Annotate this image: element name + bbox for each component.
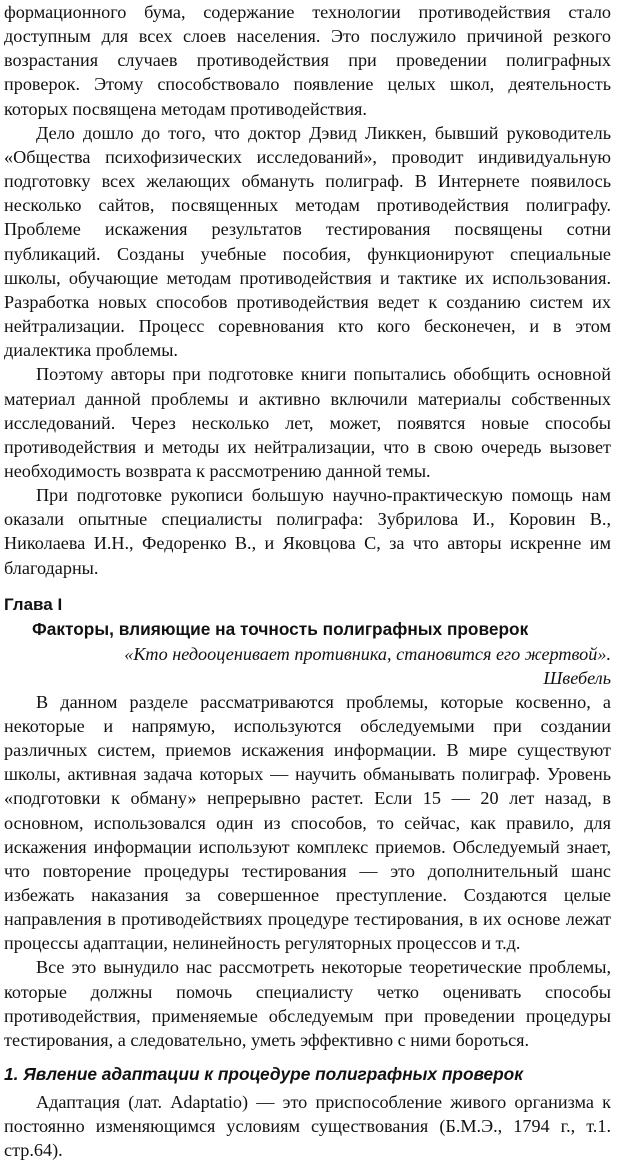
epigraph-author: Швебель [543, 667, 611, 688]
paragraph-chapter-intro: В данном разделе рассматриваются проблемы, которые косвенно, а некоторые и напрямую, используются обследуемыми при создании различных систем, приемов искажения информации. В мире существуют школы, активная задача которых — научить обманывать полиграф. Уровень «подготовки к обману» непрерывно растет. Если 15 — 20 лет назад, в основном, использовался один из способов, то сейчас, как правило, для искажения информации используют комплекс приемов. Обследуемый знает, что повторение процедуры тестирования — это дополнительный шанс избежать наказания за совершенное преступление. Создаются целые направления в противодействиях процедуре тестирования, в их основе лежат процессы адаптации, нелинейность регуляторных процессов и т.д. [4, 691, 611, 954]
section-title: 1. Явление адаптации к процедуре полиграфных проверок [4, 1064, 523, 1085]
chapter-title: Факторы, влияющие на точность полиграфных проверок [32, 618, 529, 639]
paragraph-dorothy-lykken: Дело дошло до того, что доктор Дэвид Ликкен, бывший руководитель «Общества психофизических исследований», проводит индивидуальную подготовку всех желающих обмануть полиграф. В Интернете появилось несколько сайтов, посвященных методам противодействия полиграфу. Проблеме искажения результатов тестирования посвящены сотни публикаций. Созданы учебные пособия, функционируют специальные школы, обучающие методам противодействия и тактике их использования. Разработка новых способов противодействия ведет к созданию систем их нейтрализации. Процесс соревнования кто кого бесконечен, и в этом диалектика проблемы. [4, 122, 611, 361]
paragraph-authors-intent: Поэтому авторы при подготовке книги попытались обобщить основной материал данной проблемы и активно включили материалы собственных исследований. Через несколько лет, может, появятся новые способы противодействия и методы их нейтрализации, что в свою очередь вызовет необходимость возврата к рассмотрению данной темы. [4, 364, 611, 481]
paragraph-continuation: формационного бума, содержание технологии противодействия стало доступным для всех слоев населения. Это послужило причиной резкого возрастания случаев противодействия при проведении полиграфных проверок. Этому способствовало появление целых школ, деятельность которых посвящена методам противодействия. [4, 2, 611, 119]
paragraph-adaptation-definition: Адаптация (лат. Adaptatio) — это приспособление живого организма к постоянно изменяющимся условиям существования (Б.М.Э., 1794 г., т.1. стр.64). [4, 1092, 611, 1161]
epigraph-quote: «Кто недооценивает противника, становится его жертвой». [124, 643, 611, 664]
paragraph-acknowledgements: При подготовке рукописи большую научно-практическую помощь нам оказали опытные специалисты полиграфа: Зубрилова И., Коровин В., Николаева И.Н., Федоренко В., и Яковцова С, за что авторы искренне им благодарны. [4, 485, 611, 578]
chapter-label: Глава I [4, 594, 63, 614]
paragraph-chapter-purpose: Все это вынудило нас рассмотреть некоторые теоретические проблемы, которые должны помочь специалисту четко оценивать способы противодействия, применяемые обследуемым при проведении процедуры тестирования, а следовательно, уметь эффективно с ними бороться. [4, 957, 611, 1050]
